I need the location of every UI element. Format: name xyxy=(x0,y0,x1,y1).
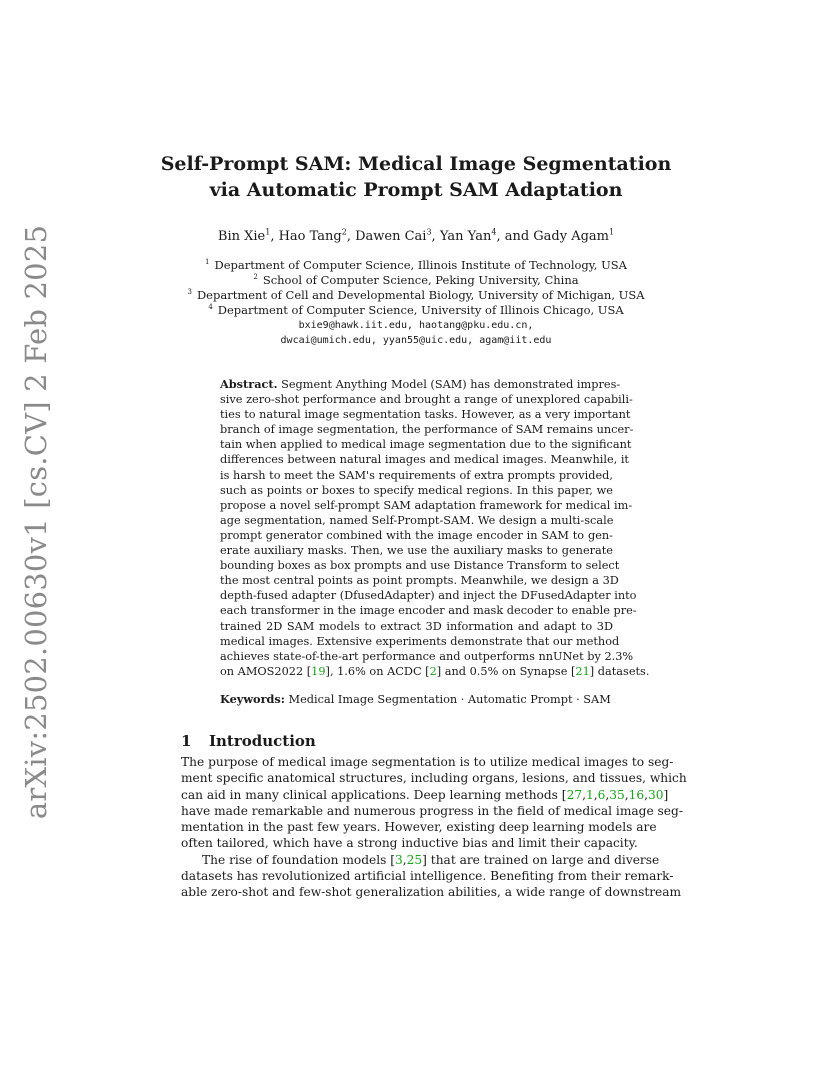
citation-link[interactable]: 21 xyxy=(575,664,590,678)
section-heading xyxy=(181,731,316,751)
affiliation xyxy=(150,303,682,318)
abstract-line xyxy=(220,664,650,679)
abstract-line: propose a novel self-prompt SAM adaptation framework for medical im- xyxy=(220,498,633,512)
abstract-line: differences between natural images and medical images. Meanwhile, it xyxy=(220,453,629,467)
abstract-text: Segment Anything Model (SAM) has demonstrated impres- xyxy=(277,378,621,391)
author-affil-mark: 1 xyxy=(609,227,615,237)
body-text: ] xyxy=(663,787,669,802)
citation-separator: , xyxy=(593,787,598,802)
abstract-label: Abstract. xyxy=(220,377,278,391)
author-affil-mark: 4 xyxy=(491,227,497,237)
body-text: The rise of foundation models [ xyxy=(202,852,396,867)
body-text: ] that are trained on large and diverse xyxy=(422,852,660,867)
abstract-text: ] datasets. xyxy=(589,664,650,678)
author-name: Bin Xie xyxy=(217,229,266,244)
affil-text: Department of Cell and Developmental Biology, University of Michigan, USA xyxy=(196,288,645,302)
citation-link[interactable]: 30 xyxy=(648,787,664,802)
citation-separator: , xyxy=(605,787,610,802)
affil-text: Department of Computer Science, Illinois Institute of Technology, USA xyxy=(214,258,627,272)
citation-link[interactable]: 1 xyxy=(585,787,594,802)
email-line[interactable]: bxie9@hawk.iit.edu, haotang@pku.edu.cn, xyxy=(298,320,534,331)
affil-text: School of Computer Science, Peking University, China xyxy=(262,273,579,287)
body-text: can aid in many clinical applications. Deep learning methods [ xyxy=(181,787,567,802)
author-name: Hao Tang xyxy=(278,229,342,244)
author-list xyxy=(150,229,682,245)
citation-separator: , xyxy=(402,852,407,867)
body-line: often tailored, which have a strong inductive bias and limit their capacity. xyxy=(181,836,638,851)
paper-title xyxy=(150,151,682,203)
affiliation-list xyxy=(150,258,682,318)
keywords-label: Keywords: xyxy=(220,692,285,706)
abstract-line: such as points or boxes to specify medical regions. In this paper, we xyxy=(220,483,613,497)
citation-link[interactable]: 19 xyxy=(311,664,326,678)
body-line: ment specific anatomical structures, including organs, lesions, and tissues, which xyxy=(181,771,687,786)
author-name: Yan Yan xyxy=(439,229,492,244)
body-line: The purpose of medical image segmentation is to utilize medical images to seg- xyxy=(181,755,674,769)
author-affil-mark: 2 xyxy=(341,227,347,237)
author-separator: , and xyxy=(496,229,534,244)
author-separator: , xyxy=(270,229,279,244)
citation-separator: , xyxy=(644,787,649,802)
abstract-line: each transformer in the image encoder and mask decoder to enable pre- xyxy=(220,604,637,618)
abstract xyxy=(220,377,650,679)
affiliation xyxy=(150,258,682,273)
affiliation xyxy=(150,273,682,288)
author-separator: , xyxy=(431,229,440,244)
section-title: Introduction xyxy=(209,732,316,750)
abstract-line: sive zero-shot performance and brought a range of unexplored capabili- xyxy=(220,393,633,407)
abstract-line: ties to natural image segmentation tasks. However, as a very important xyxy=(220,408,631,422)
abstract-line: trained 2D SAM models to extract 3D information and adapt to 3D xyxy=(220,619,613,633)
keywords-text: Medical Image Segmentation · Automatic Prompt · SAM xyxy=(284,693,611,706)
body-line: mentation in the past few years. However, existing deep learning models are xyxy=(181,820,657,835)
citation-separator: , xyxy=(582,787,586,802)
title-line-1: Self-Prompt SAM: Medical Image Segmentation xyxy=(160,153,672,175)
citation-link[interactable]: 25 xyxy=(406,852,423,867)
abstract-text: on AMOS2022 [ xyxy=(220,664,312,678)
abstract-line xyxy=(220,377,621,392)
title-line-2: via Automatic Prompt SAM Adaptation xyxy=(209,179,623,201)
abstract-text: ] and 0.5% on Synapse [ xyxy=(436,664,576,678)
arxiv-stamp-text[interactable]: arXiv:2502.00630v1 [cs.CV] 2 Feb 2025 xyxy=(19,224,53,820)
citation-link[interactable]: 27 xyxy=(566,787,583,802)
body-line: have made remarkable and numerous progress in the field of medical image seg- xyxy=(181,803,683,818)
affiliation xyxy=(150,288,682,303)
citation-link[interactable]: 2 xyxy=(429,664,437,678)
abstract-line: is harsh to meet the SAM's requirements of extra prompts provided, xyxy=(220,468,613,482)
keywords xyxy=(220,692,613,707)
email-line[interactable]: dwcai@umich.edu, yyan55@uic.edu, agam@iit.edu xyxy=(280,335,552,346)
author-affil-mark: 3 xyxy=(426,227,432,237)
abstract-line: branch of image segmentation, the performance of SAM remains uncer- xyxy=(220,423,634,437)
abstract-line: depth-fused adapter (DfusedAdapter) and inject the DFusedAdapter into xyxy=(220,589,637,603)
abstract-line: bounding boxes as box prompts and use Distance Transform to select xyxy=(220,559,620,573)
abstract-line: prompt generator combined with the image encoder in SAM to gen- xyxy=(220,528,613,542)
email-list xyxy=(150,318,682,348)
abstract-line: medical images. Extensive experiments demonstrate that our method xyxy=(220,634,620,648)
citation-link[interactable]: 6 xyxy=(597,787,606,802)
abstract-line: erate auxiliary masks. Then, we use the auxiliary masks to generate xyxy=(220,544,613,558)
affil-number: 1 xyxy=(205,258,210,267)
abstract-text: ], 1.6% on ACDC [ xyxy=(325,664,430,678)
abstract-line: achieves state-of-the-art performance and outperforms nnUNet by 2.3% xyxy=(220,649,634,663)
section-number: 1 xyxy=(181,732,192,750)
affil-number: 2 xyxy=(253,273,258,282)
author-separator: , xyxy=(346,229,356,244)
intro-body xyxy=(181,754,687,901)
author-name: Gady Agam xyxy=(533,229,610,244)
abstract-line: the most central points as point prompts. Meanwhile, we design a 3D xyxy=(220,574,619,588)
body-line xyxy=(181,852,660,868)
body-line xyxy=(181,787,669,803)
citation-link[interactable]: 3 xyxy=(395,852,403,867)
affil-number: 3 xyxy=(187,288,192,297)
body-line: able zero-shot and few-shot generalization abilities, a wide range of downstream xyxy=(181,885,682,900)
abstract-line: age segmentation, named Self-Prompt-SAM. We design a multi-scale xyxy=(220,513,614,527)
citation-link[interactable]: 16 xyxy=(628,787,645,802)
body-line: datasets has revolutionized artificial intelligence. Benefiting from their remark- xyxy=(181,869,674,884)
author-name: Dawen Cai xyxy=(355,229,427,244)
author-affil-mark: 1 xyxy=(265,227,271,237)
citation-separator: , xyxy=(624,787,629,802)
abstract-line: tain when applied to medical image segmentation due to the significant xyxy=(220,438,632,452)
affil-text: Department of Computer Science, University of Illinois Chicago, USA xyxy=(217,303,624,317)
citation-link[interactable]: 35 xyxy=(609,787,625,802)
affil-number: 4 xyxy=(208,303,213,312)
